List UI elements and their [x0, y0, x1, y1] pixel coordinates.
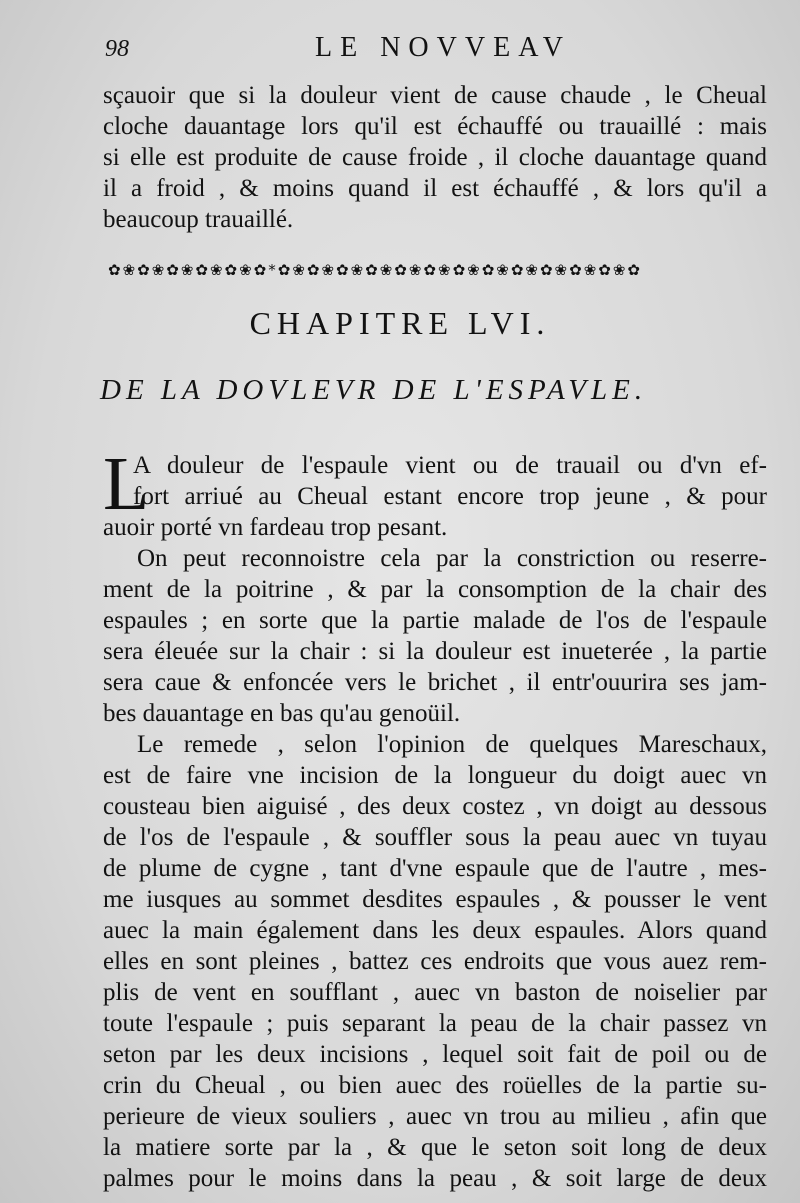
text-line: il a froid , & moins quand il est échauffé , & lors qu'il a — [103, 175, 767, 202]
text-line: sera caue & enfoncée vers le brichet , il entr'ouurira ses jam- — [103, 669, 767, 696]
text-line: elles en sont pleines , battez ces endroits que vous auez rem- — [103, 948, 767, 975]
text-line: seton par les deux incisions , lequel soit fait de poil ou de — [103, 1041, 767, 1068]
drop-cap: L — [103, 442, 150, 526]
text-line: auoir porté vn fardeau trop pesant. — [103, 514, 448, 541]
text-line: On peut reconnoistre cela par la constriction ou reserre- — [137, 545, 767, 572]
text-line: beaucoup trauaillé. — [103, 206, 294, 233]
text-line: bes dauantage en bas qu'au genoüil. — [103, 700, 461, 727]
text-line: est de faire vne incision de la longueur du doigt auec vn — [103, 762, 767, 789]
text-line: si elle est produite de cause froide , il cloche dauantage quand — [103, 144, 767, 171]
section-title: DE LA DOVLEVR DE L'ESPAVLE. — [100, 374, 648, 406]
text-line: palmes pour le moins dans la peau , & soit large de deux — [103, 1165, 767, 1192]
chapter-title: CHAPITRE LVI. — [249, 305, 551, 341]
running-head: LE NOVVEAV — [315, 32, 572, 63]
text-line: plis de vent en soufflant , auec vn baston de noiselier par — [103, 979, 767, 1006]
text-line: cousteau bien aiguisé , des deux costez , vn doigt au dessous — [103, 793, 767, 820]
text-line: de l'os de l'espaule , & souffler sous la peau auec vn tuyau — [103, 824, 767, 851]
text-line: ment de la poitrine , & par la consomption de la chair des — [103, 576, 767, 603]
text-line: perieure de vieux souliers , auec vn trou au milieu , afin que — [103, 1103, 767, 1130]
text-line: la matiere sorte par la , & que le seton soit long de deux — [103, 1134, 767, 1161]
text-line: fort arriué au Cheual estant encore trop jeune , & pour — [133, 483, 767, 510]
text-line: crin du Cheual , ou bien auec des roüelles de la partie su- — [103, 1072, 767, 1099]
text-line: de plume de cygne , tant d'vne espaule que de l'autre , mes- — [103, 855, 767, 882]
intro-paragraph — [103, 80, 767, 235]
text-line: auec la main également dans les deux espaules. Alors quand — [103, 917, 767, 944]
text-line: cloche dauantage lors qu'il est échauffé ou trauaillé : mais — [103, 113, 767, 140]
ornament-divider: ✿❀✿❀✿❀✿❀✿❀✿*✿❀✿❀✿❀✿❀✿❀✿❀✿❀✿❀✿❀✿❀✿❀✿❀✿ — [108, 262, 642, 278]
page-header — [105, 30, 765, 70]
body-text — [103, 450, 767, 1194]
text-line: Le remede , selon l'opinion de quelques Mareschaux, — [137, 731, 767, 758]
text-line: sçauoir que si la douleur vient de cause chaude , le Cheual — [103, 82, 767, 109]
text-line: sera éleuée sur la chair : si la douleur est inueterée , la partie — [103, 638, 767, 665]
text-line: A douleur de l'espaule vient ou de trauail ou d'vn ef- — [133, 452, 767, 479]
text-line: me iusques au sommet desdites espaules , & pousser le vent — [103, 886, 767, 913]
page-number: 98 — [105, 36, 129, 62]
text-line: toute l'espaule ; puis separant la peau de la chair passez vn — [103, 1010, 767, 1037]
text-line: espaules ; en sorte que la partie malade de l'os de l'espaule — [103, 607, 767, 634]
